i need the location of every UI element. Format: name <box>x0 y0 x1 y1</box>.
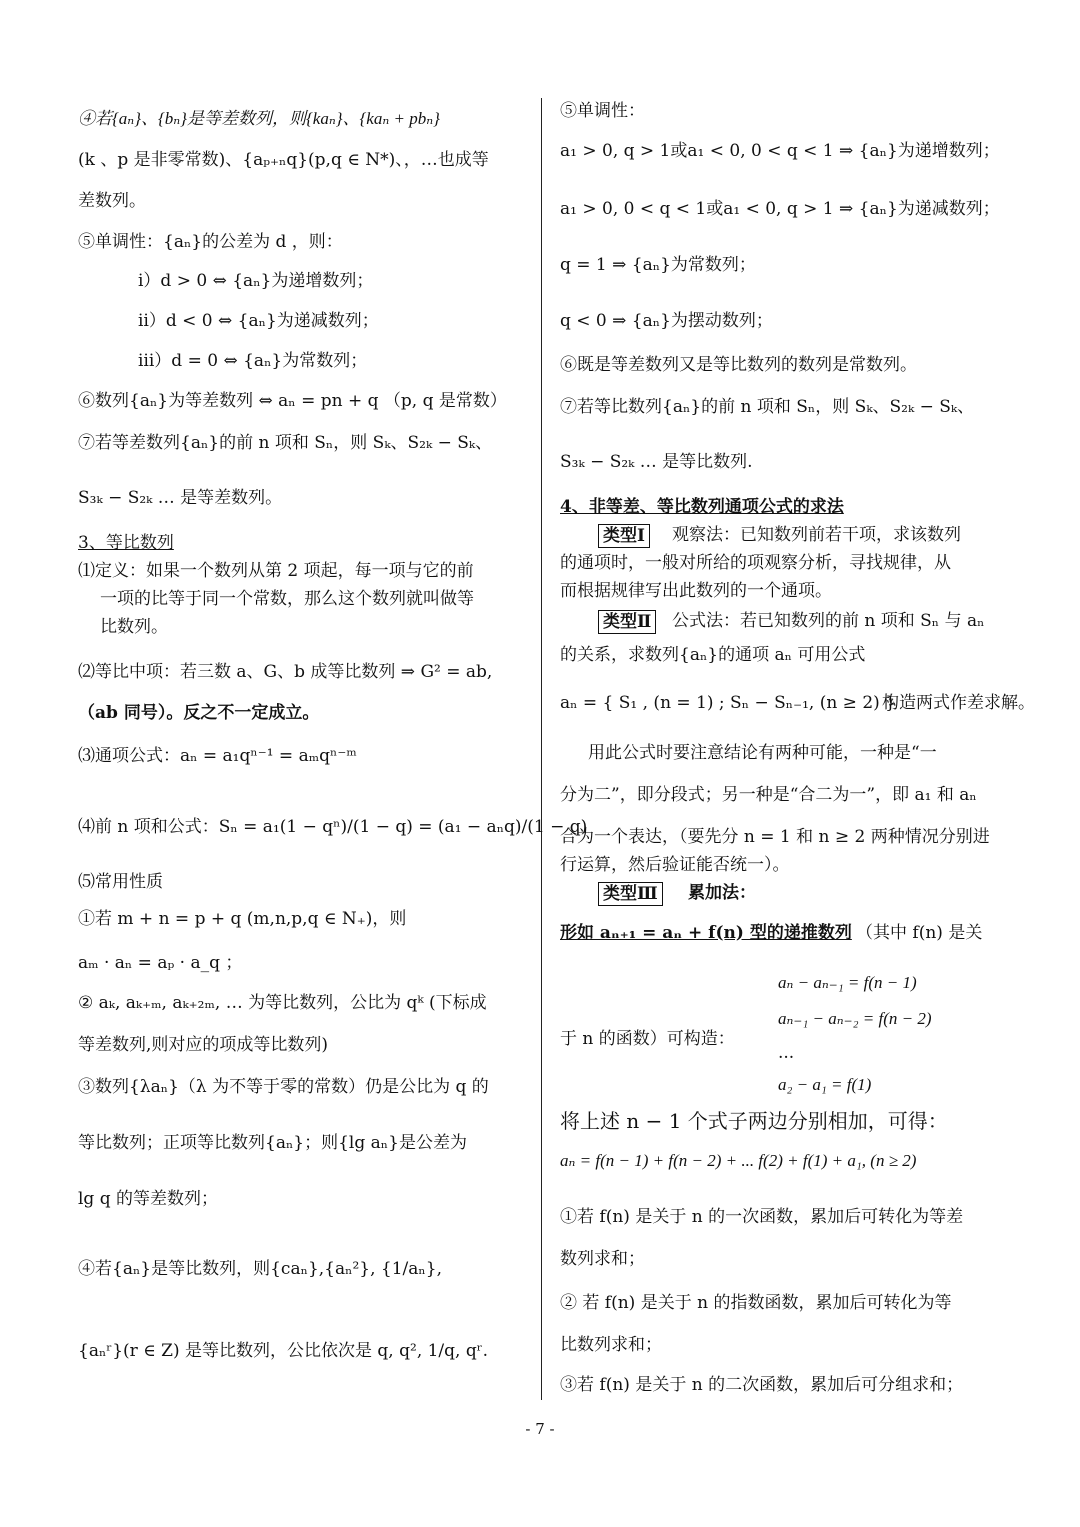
right-line: ①若 f(n) 是关于 n 的一次函数，累加后可转化为等差 <box>560 1207 964 1227</box>
left-line: ④若{aₙ}是等比数列，则{caₙ},{aₙ²}, {1/aₙ}, <box>78 1259 442 1279</box>
left-line: lg q 的等差数列； <box>78 1189 219 1209</box>
right-line: （其中 f(n) 是关 <box>856 923 983 943</box>
system-line: aₙ − aₙ₋₁ = f(n − 1) <box>778 973 917 992</box>
left-line: S₃ₖ − S₂ₖ … 是等差数列。 <box>78 488 283 508</box>
left-line: ⑷前 n 项和公式：Sₙ = a₁(1 − qⁿ)/(1 − q) = (a₁ − aₙq)/(1 − q) <box>78 817 588 837</box>
right-line: 构造两式作差求解。 <box>882 693 1035 713</box>
left-line: ⑸常用性质 <box>78 872 163 892</box>
right-line: S₃ₖ − S₂ₖ … 是等比数列. <box>560 452 753 472</box>
left-line: ⅰ）d > 0 ⇔ {aₙ}为递增数列； <box>138 271 374 291</box>
left-line: ⑤单调性：{aₙ}的公差为 d ，则： <box>78 232 343 252</box>
right-line: ⑤单调性： <box>560 101 645 121</box>
piecewise-formula: aₙ = { S₁ , (n = 1) ; Sₙ − Sₙ₋₁, (n ≥ 2) } <box>560 693 896 713</box>
right-line: 比数列求和； <box>560 1335 662 1355</box>
right-line: 观察法：已知数列前若干项，求该数列 <box>672 525 961 545</box>
right-line: 的通项时，一般对所给的项观察分析，寻找规律，从 <box>560 553 951 573</box>
right-line: 于 n 的函数）可构造： <box>560 1029 735 1049</box>
left-line: （ab 同号）。反之不一定成立。 <box>78 703 320 723</box>
left-line: ⑥数列{aₙ}为等差数列 ⇔ aₙ = pn + q （p, q 是常数） <box>78 391 507 411</box>
right-line: 数列求和； <box>560 1249 645 1269</box>
left-line: 比数列。 <box>100 617 168 637</box>
right-line: ③若 f(n) 是关于 n 的二次函数，累加后可分组求和； <box>560 1375 964 1395</box>
system-line: a₂ − a₁ = f(1) <box>778 1075 872 1094</box>
right-line: ② 若 f(n) 是关于 n 的指数函数，累加后可转化为等 <box>560 1293 952 1313</box>
right-line: a₁ > 0, 0 < q < 1或a₁ < 0, q > 1 ⇒ {aₙ}为递减数列； <box>560 199 1000 219</box>
type-1-badge: 类型Ⅰ <box>598 524 650 548</box>
system-line: ... <box>778 1043 795 1063</box>
right-line: 分为二”，即分段式；另一种是“合二为一”，即 a₁ 和 aₙ <box>560 785 977 805</box>
left-line: (k 、p 是非零常数)、{aₚ₊ₙq}(p,q ∈ N*)、，…也成等 <box>78 150 489 170</box>
left-line: ⅲ）d = 0 ⇔ {aₙ}为常数列； <box>138 351 368 371</box>
left-line: 一项的比等于同一个常数，那么这个数列就叫做等 <box>100 589 474 609</box>
right-line: 而根据规律写出此数列的一个通项。 <box>560 581 832 601</box>
sum-formula: aₙ = f(n − 1) + f(n − 2) + ... f(2) + f(1) + a₁, (n ≥ 2) <box>560 1151 917 1170</box>
right-line: q = 1 ⇒ {aₙ}为常数列； <box>560 255 756 275</box>
section-heading: 3、等比数列 <box>78 533 174 553</box>
page-number: - 7 - <box>525 1420 555 1438</box>
left-line: aₘ · aₙ = aₚ · a_q ； <box>78 953 243 973</box>
right-line: ⑥既是等差数列又是等比数列的数列是常数列。 <box>560 355 917 375</box>
right-line: 累加法： <box>688 883 756 903</box>
left-line: {aₙʳ}(r ∈ Z) 是等比数列，公比依次是 q, q², 1/q, qʳ. <box>78 1341 489 1361</box>
left-line: ⑶通项公式：aₙ = a₁qⁿ⁻¹ = aₘqⁿ⁻ᵐ <box>78 746 357 766</box>
left-line: ② aₖ, aₖ₊ₘ, aₖ₊₂ₘ, … 为等比数列，公比为 qᵏ (下标成 <box>78 993 487 1013</box>
left-line: ⅱ）d < 0 ⇔ {aₙ}为递减数列； <box>138 311 379 331</box>
right-line: q < 0 ⇒ {aₙ}为摆动数列； <box>560 311 773 331</box>
right-line: a₁ > 0, q > 1或a₁ < 0, 0 < q < 1 ⇒ {aₙ}为递增数列； <box>560 141 1000 161</box>
left-line: 差数列。 <box>78 191 146 211</box>
right-line: ⑦若等比数列{aₙ}的前 n 项和 Sₙ，则 Sₖ、S₂ₖ − Sₖ、 <box>560 397 975 417</box>
left-line: ①若 m + n = p + q (m,n,p,q ∈ N₊)，则 <box>78 909 407 929</box>
left-line: ⑴定义：如果一个数列从第 2 项起，每一项与它的前 <box>78 561 474 581</box>
system-line: aₙ₋₁ − aₙ₋₂ = f(n − 2) <box>778 1009 932 1028</box>
left-line: 等比数列；正项等比数列{aₙ}；则{lg aₙ}是公差为 <box>78 1133 467 1153</box>
left-line: ③数列{λaₙ}（λ 为不等于零的常数）仍是公比为 q 的 <box>78 1077 489 1097</box>
right-line: 行运算，然后验证能否统一）。 <box>560 855 790 875</box>
right-line: 的关系，求数列{aₙ}的通项 aₙ 可用公式 <box>560 645 866 665</box>
right-line: 形如 aₙ₊₁ = aₙ + f(n) 型的递推数列 <box>560 923 852 943</box>
right-line: 合为一个表达，（要先分 n = 1 和 n ≥ 2 两种情况分别进 <box>560 827 990 847</box>
left-line: ⑵等比中项：若三数 a、G、b 成等比数列 ⇒ G² = ab, <box>78 662 493 682</box>
right-line: 将上述 n − 1 个式子两边分别相加，可得： <box>560 1109 948 1133</box>
left-line: 等差数列,则对应的项成等比数列) <box>78 1035 329 1055</box>
type-2-badge: 类型Ⅱ <box>598 610 656 634</box>
left-line: ④若{aₙ}、{bₙ}是等差数列，则{kaₙ}、{kaₙ + pbₙ} <box>78 109 440 128</box>
right-line: 用此公式时要注意结论有两种可能，一种是“一 <box>588 743 937 763</box>
column-divider <box>541 98 542 1400</box>
section-heading: 4、非等差、等比数列通项公式的求法 <box>560 497 844 517</box>
type-3-badge: 类型Ⅲ <box>598 882 663 906</box>
right-line: 公式法：若已知数列的前 n 项和 Sₙ 与 aₙ <box>672 611 985 631</box>
left-line: ⑦若等差数列{aₙ}的前 n 项和 Sₙ，则 Sₖ、S₂ₖ − Sₖ、 <box>78 433 493 453</box>
